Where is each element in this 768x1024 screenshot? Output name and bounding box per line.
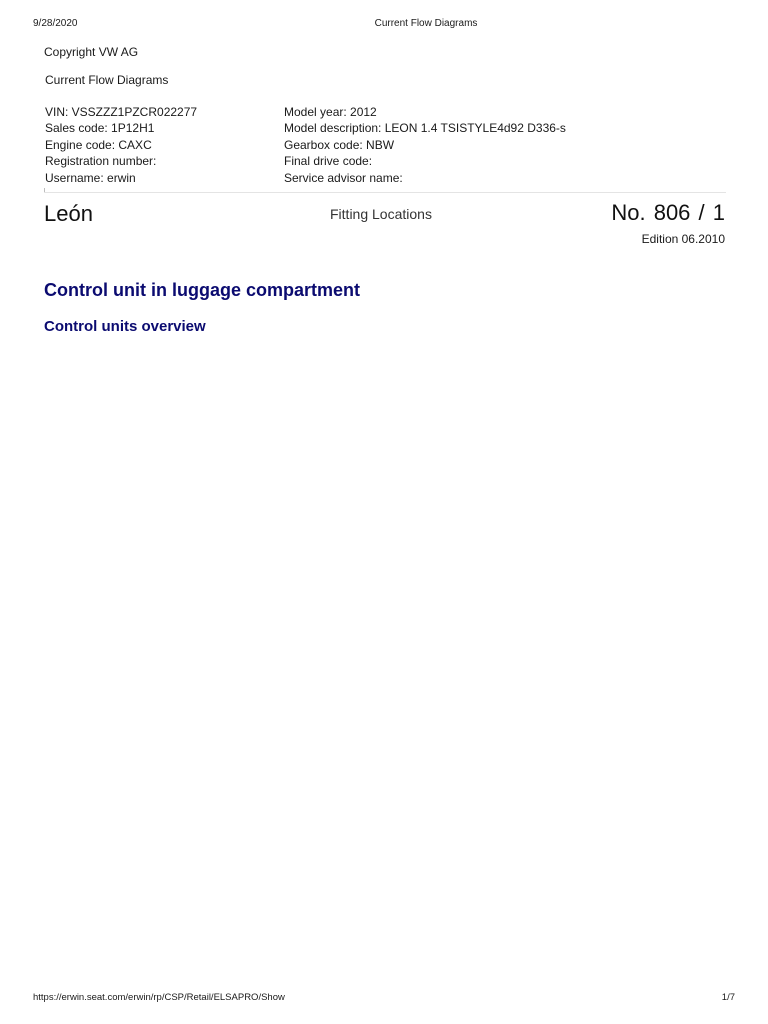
final-drive-code-line: Final drive code:	[284, 154, 373, 169]
print-date: 9/28/2020	[33, 18, 78, 29]
username-line: Username: erwin	[45, 170, 136, 185]
model-description-line: Model description: LEON 1.4 TSISTYLE4d92 D336-s	[284, 121, 566, 136]
registration-number-line: Registration number:	[45, 154, 157, 169]
vehicle-info-left	[45, 104, 197, 186]
vehicle-info-right	[284, 104, 566, 186]
engine-code-line: Engine code: CAXC	[45, 137, 152, 152]
section-subtitle: Control units overview	[44, 318, 206, 335]
header-divider	[44, 192, 726, 193]
copyright-notice: Copyright VW AG	[44, 45, 139, 59]
gearbox-code-line: Gearbox code: NBW	[284, 137, 395, 152]
footer-url[interactable]: https://erwin.seat.com/erwin/rp/CSP/Retail/ELSAPRO/Show	[33, 992, 285, 1003]
document-type: Current Flow Diagrams	[45, 73, 169, 87]
print-header-title: Current Flow Diagrams	[374, 18, 478, 29]
model-name: León	[44, 201, 93, 226]
model-year-line: Model year: 2012	[284, 105, 377, 119]
sales-code-line: Sales code: 1P12H1	[45, 121, 155, 136]
page-title: Control unit in luggage compartment	[44, 280, 360, 300]
page-number: 1/7	[721, 992, 735, 1003]
document-number: No. 806 / 1	[611, 200, 725, 225]
vin-line: VIN: VSSZZZ1PZCR022277	[45, 105, 198, 119]
section-type: Fitting Locations	[330, 206, 432, 222]
service-advisor-line: Service advisor name:	[284, 170, 403, 185]
edition-label: Edition 06.2010	[641, 232, 725, 246]
